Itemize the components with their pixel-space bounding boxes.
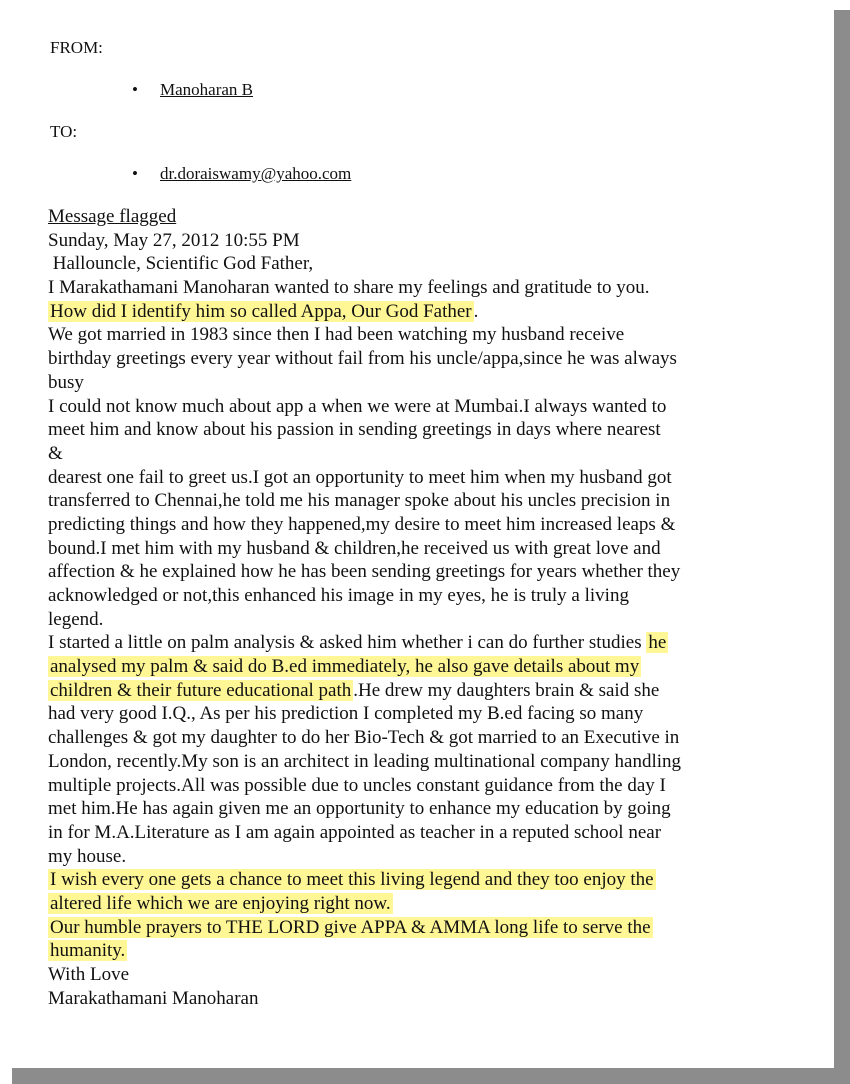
body-line: dearest one fail to greet us.I got an opportunity to meet him when my husband got xyxy=(48,466,672,488)
message-date: Sunday, May 27, 2012 10:55 PM xyxy=(48,229,300,251)
from-name-link[interactable]: Manoharan B xyxy=(160,80,254,99)
signature: Marakathamani Manoharan xyxy=(48,987,259,1009)
body-line: We got married in 1983 since then I had been watching my husband receive xyxy=(48,324,625,346)
page-shadow-bottom xyxy=(12,1068,850,1084)
body-line: challenges & got my daughter to do her Bio-Tech & got married to an Executive in xyxy=(48,727,680,749)
from-recipient xyxy=(132,80,254,100)
letter-body xyxy=(48,205,768,1010)
bullet-icon: • xyxy=(132,80,138,99)
body-line: birthday greetings every year without fail from his uncle/appa,since he was always xyxy=(48,348,677,370)
body-line: bound.I met him with my husband & children,he received us with great love and xyxy=(48,537,661,559)
body-line-highlighted: humanity. xyxy=(50,940,126,962)
body-line: legend. xyxy=(48,608,104,630)
body-line-highlighted: altered life which we are enjoying right now. xyxy=(50,892,391,914)
closing: With Love xyxy=(48,964,130,985)
to-recipient xyxy=(132,164,352,184)
body-line: predicting things and how they happened,my desire to meet him increased leaps & xyxy=(48,513,676,535)
body-line: acknowledged or not,this enhanced his image in my eyes, he is truly a living xyxy=(48,585,629,606)
to-label: TO: xyxy=(50,122,78,141)
bullet-icon: • xyxy=(132,164,138,183)
from-label: FROM: xyxy=(50,38,103,57)
to-email-link[interactable]: dr.doraiswamy@yahoo.com xyxy=(160,164,352,183)
body-line: had very good I.Q., As per his prediction I completed my B.ed facing so many xyxy=(48,703,644,725)
body-line-highlighted: How did I identify him so called Appa, Our God Father . xyxy=(50,300,479,322)
salutation: Hallouncle, Scientific God Father, xyxy=(48,253,314,275)
body-line: meet him and know about his passion in sending greetings in days where nearest xyxy=(48,419,661,441)
body-line: in for M.A.Literature as I am again appointed as teacher in a reputed school near xyxy=(48,821,662,843)
body-line: London, recently.My son is an architect in leading multinational company handling xyxy=(48,750,682,772)
body-line: I Marakathamani Manoharan wanted to share my feelings and gratitude to you. xyxy=(48,277,650,299)
body-line: affection & he explained how he has been sending greetings for years whether they xyxy=(48,561,681,583)
page-shadow-right xyxy=(834,10,850,1084)
body-line: my house. xyxy=(48,845,127,867)
body-line: multiple projects.All was possible due to uncles constant guidance from the day I xyxy=(48,774,666,796)
body-line-highlighted: I wish every one gets a chance to meet this living legend and they too enjoy the xyxy=(50,869,654,891)
body-line-mixed: I started a little on palm analysis & asked him whether i can do further studies he xyxy=(48,632,667,654)
body-line: I could not know much about app a when we were at Mumbai.I always wanted to xyxy=(48,395,667,417)
body-line-highlighted: Our humble prayers to THE LORD give APPA & AMMA long life to serve the xyxy=(50,916,651,938)
body-line: transferred to Chennai,he told me his manager spoke about his uncles precision in xyxy=(48,490,671,512)
body-line: busy xyxy=(48,371,84,393)
body-line-mixed: children & their future educational path .He drew my daughters brain & said she xyxy=(50,679,660,701)
body-line: & xyxy=(48,442,63,464)
body-line: met him.He has again given me an opportunity to enhance my education by going xyxy=(48,798,671,820)
message-flagged: Message flagged xyxy=(48,206,177,227)
body-line-highlighted: analysed my palm & said do B.ed immediately, he also gave details about my xyxy=(50,656,640,678)
